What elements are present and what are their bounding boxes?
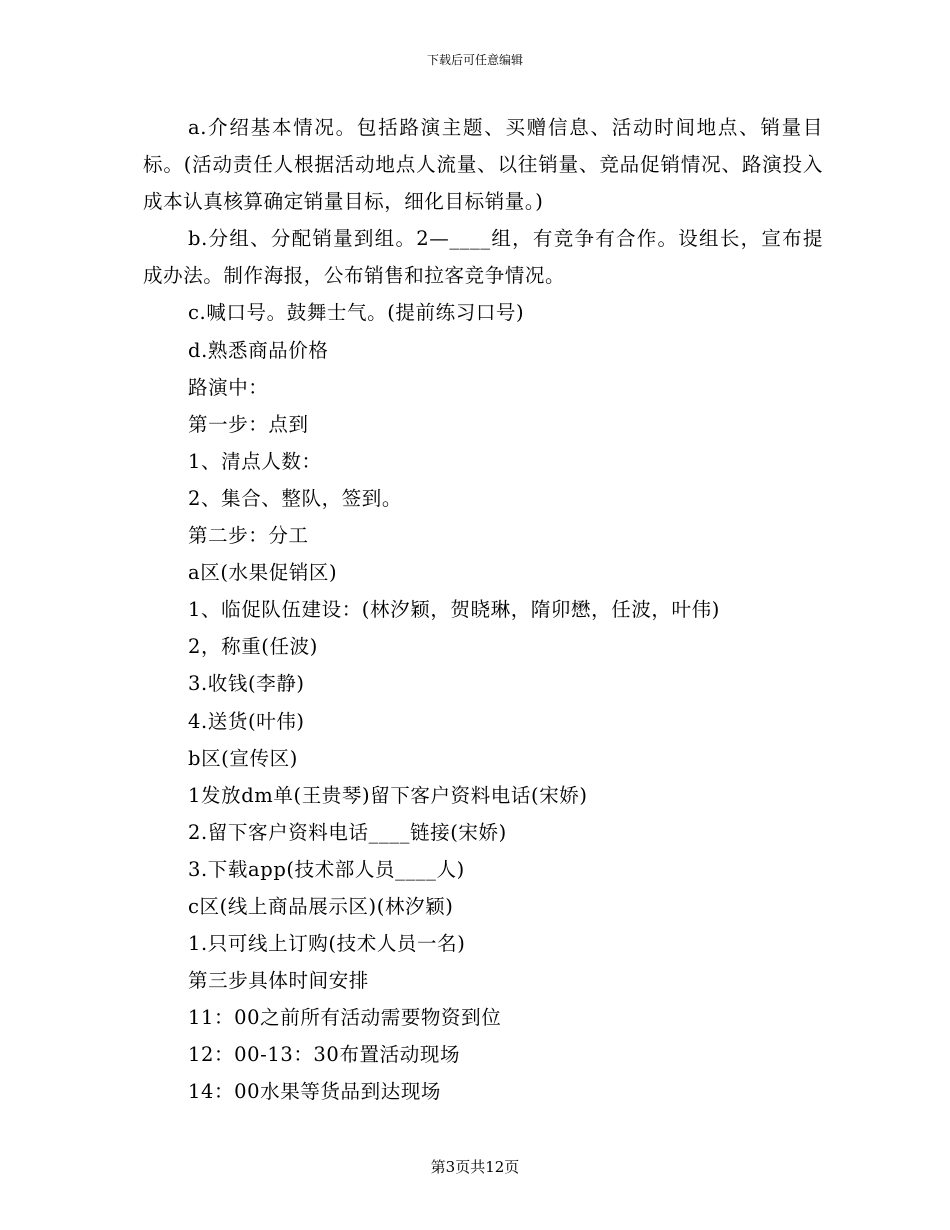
- heading-step-one: 第一步：点到: [188, 412, 309, 436]
- list-item: 1、临促队伍建设：(林汐颖，贺晓琳，隋卯懋，任波，叶伟): [188, 598, 720, 622]
- heading-step-three: 第三步具体时间安排: [188, 969, 369, 993]
- list-item: 4.送货(叶伟): [188, 709, 305, 733]
- list-item: 2.留下客户资料电话____链接(宋娇): [188, 820, 507, 844]
- paragraph-intro: a.介绍基本情况。包括路演主题、买赠信息、活动时间地点、销量目标。(活动责任人根据活动地点人流量、以往销量、竞品促销情况、路演投入成本认真核算确定销量目标，细化目标销量。): [143, 116, 823, 214]
- list-item: 2，称重(任波): [188, 635, 318, 659]
- list-item: 1、清点人数：: [188, 449, 322, 473]
- paragraph-slogan: c.喊口号。鼓舞士气。(提前练习口号): [188, 301, 525, 325]
- heading-step-two: 第二步：分工: [188, 524, 309, 548]
- document-body: [143, 109, 823, 1111]
- page-footer-number: 第3页共12页: [430, 1158, 520, 1176]
- list-item: 3.下载app(技术部人员____人): [188, 857, 465, 881]
- heading-during-roadshow: 路演中：: [188, 375, 269, 399]
- page-header-note: 下载后可任意编辑: [426, 53, 523, 67]
- list-item: 1.只可线上订购(技术人员一名): [188, 932, 466, 956]
- paragraph-grouping: b.分组、分配销量到组。2—____组，有竞争有合作。设组长，宣布提成办法。制作海报，公布销售和拉客竞争情况。: [143, 227, 823, 288]
- heading-area-a: a区(水果促销区): [188, 561, 338, 585]
- schedule-item: 12：00-13：30布置活动现场: [188, 1043, 461, 1067]
- list-item: 3.收钱(李静): [188, 672, 305, 696]
- heading-area-b: b区(宣传区): [188, 746, 298, 770]
- list-item: 1发放dm单(王贵琴)留下客户资料电话(宋娇): [188, 783, 588, 807]
- schedule-item: 14：00水果等货品到达现场: [188, 1080, 442, 1104]
- paragraph-prices: d.熟悉商品价格: [188, 338, 329, 362]
- list-item: 2、集合、整队，签到。: [188, 486, 403, 510]
- heading-area-c: c区(线上商品展示区)(林汐颖): [188, 894, 454, 918]
- schedule-item: 11：00之前所有活动需要物资到位: [188, 1006, 502, 1030]
